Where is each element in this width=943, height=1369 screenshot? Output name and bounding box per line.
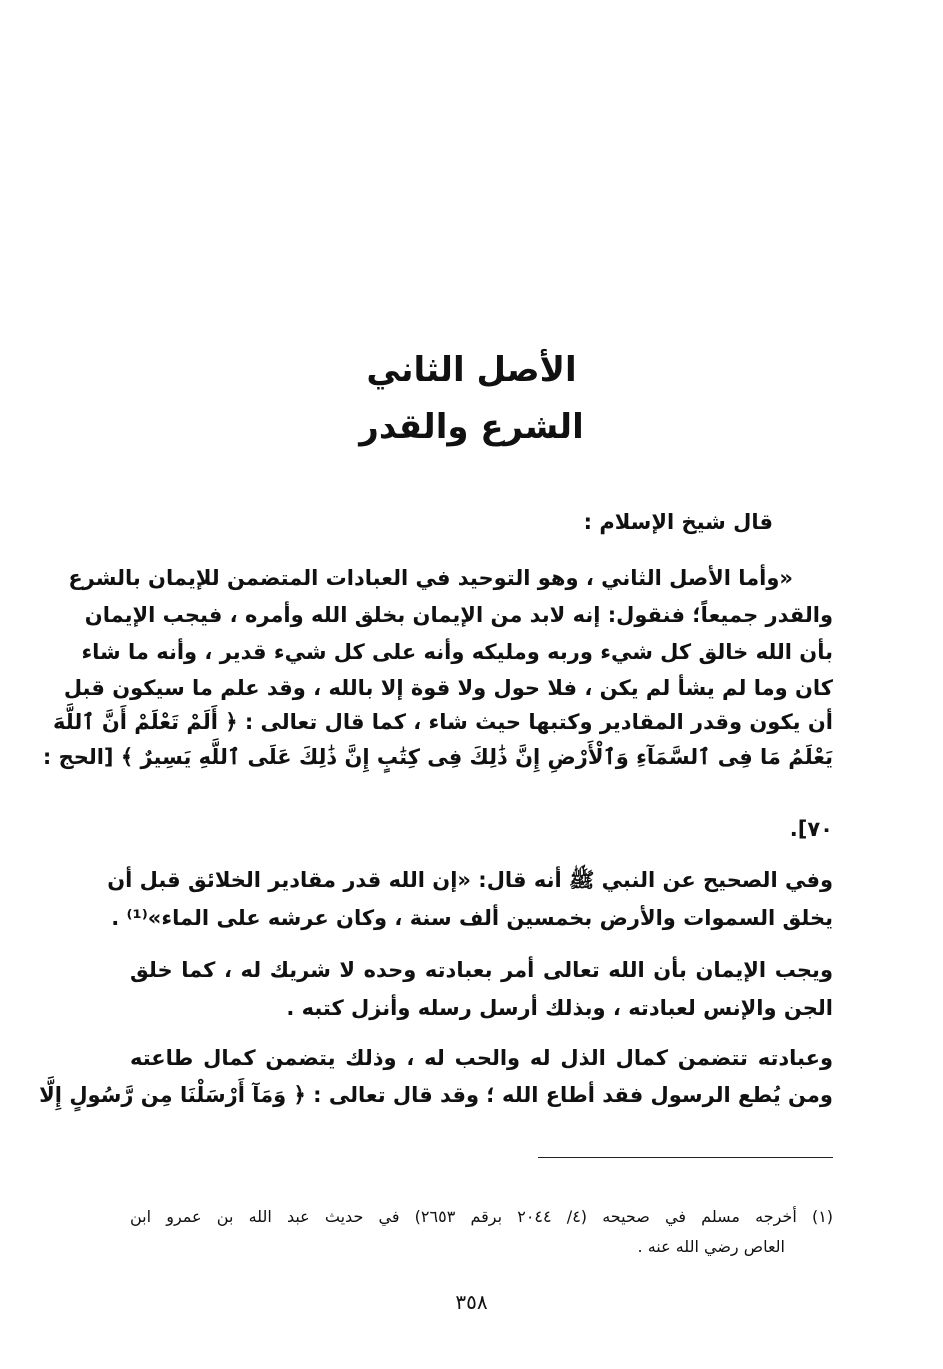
text-line: كان وما لم يشأ لم يكن ، فلا حول ولا قوة إلا بالله ، وقد علم ما سيكون قبل <box>63 676 833 700</box>
footnote-separator <box>538 1157 833 1158</box>
footnote-line: العاص رضي الله عنه . <box>637 1237 785 1256</box>
text-line: وفي الصحيح عن النبي ﷺ أنه قال: «إن الله قدر مقادير الخلائق قبل أن <box>107 868 833 892</box>
text-line: ومن يُطع الرسول فقد أطاع الله ؛ وقد قال تعالى : ﴿ وَمَآ أَرْسَلْنَا مِن رَّسُولٍ إِلَّا <box>39 1083 833 1107</box>
page-number: ٣٥٨ <box>455 1290 488 1314</box>
text-line: أن يكون وقدر المقادير وكتبها حيث شاء ، كما قال تعالى : ﴿ أَلَمْ تَعْلَمْ أَنَّ ٱللَّهَ <box>53 710 833 734</box>
text-line: يخلق السموات والأرض بخمسين ألف سنة ، وكان عرشه على الماء»⁽¹⁾ . <box>111 906 833 930</box>
text-line: والقدر جميعاً؛ فنقول: إنه لابد من الإيمان بخلق الله وأمره ، فيجب الإيمان <box>84 603 833 627</box>
footnote-line: (١) أخرجه مسلم في صحيحه (٤/ ٢٠٤٤ برقم ٢٦٥٣) في حديث عبد الله بن عمرو ابن <box>130 1207 834 1226</box>
text-line: ٧٠]. <box>789 817 833 841</box>
chapter-title: الأصل الثاني <box>366 350 577 390</box>
text-line: وعبادته تتضمن كمال الذل له والحب له ، وذلك يتضمن كمال طاعته <box>130 1046 833 1070</box>
text-line: ويجب الإيمان بأن الله تعالى أمر بعبادته وحده لا شريك له ، كما خلق <box>130 958 833 982</box>
text-line: يَعْلَمُ مَا فِى ٱلسَّمَآءِ وَٱلْأَرْضِ إِنَّ ذَٰلِكَ فِى كِتَٰبٍ إِنَّ ذَٰلِكَ عَلَى ٱللَّهِ يَسِيرٌ ﴾ [الحج : <box>42 745 833 769</box>
chapter-subtitle: الشرع والقدر <box>359 407 584 447</box>
text-line: الجن والإنس لعبادته ، وبذلك أرسل رسله وأنزل كتبه . <box>286 996 833 1020</box>
text-line: «وأما الأصل الثاني ، وهو التوحيد في العبادات المتضمن للإيمان بالشرع <box>68 566 793 590</box>
intro-line: قال شيخ الإسلام : <box>583 510 773 534</box>
text-line: بأن الله خالق كل شيء وربه ومليكه وأنه على كل شيء قدير ، وأنه ما شاء <box>81 640 833 664</box>
